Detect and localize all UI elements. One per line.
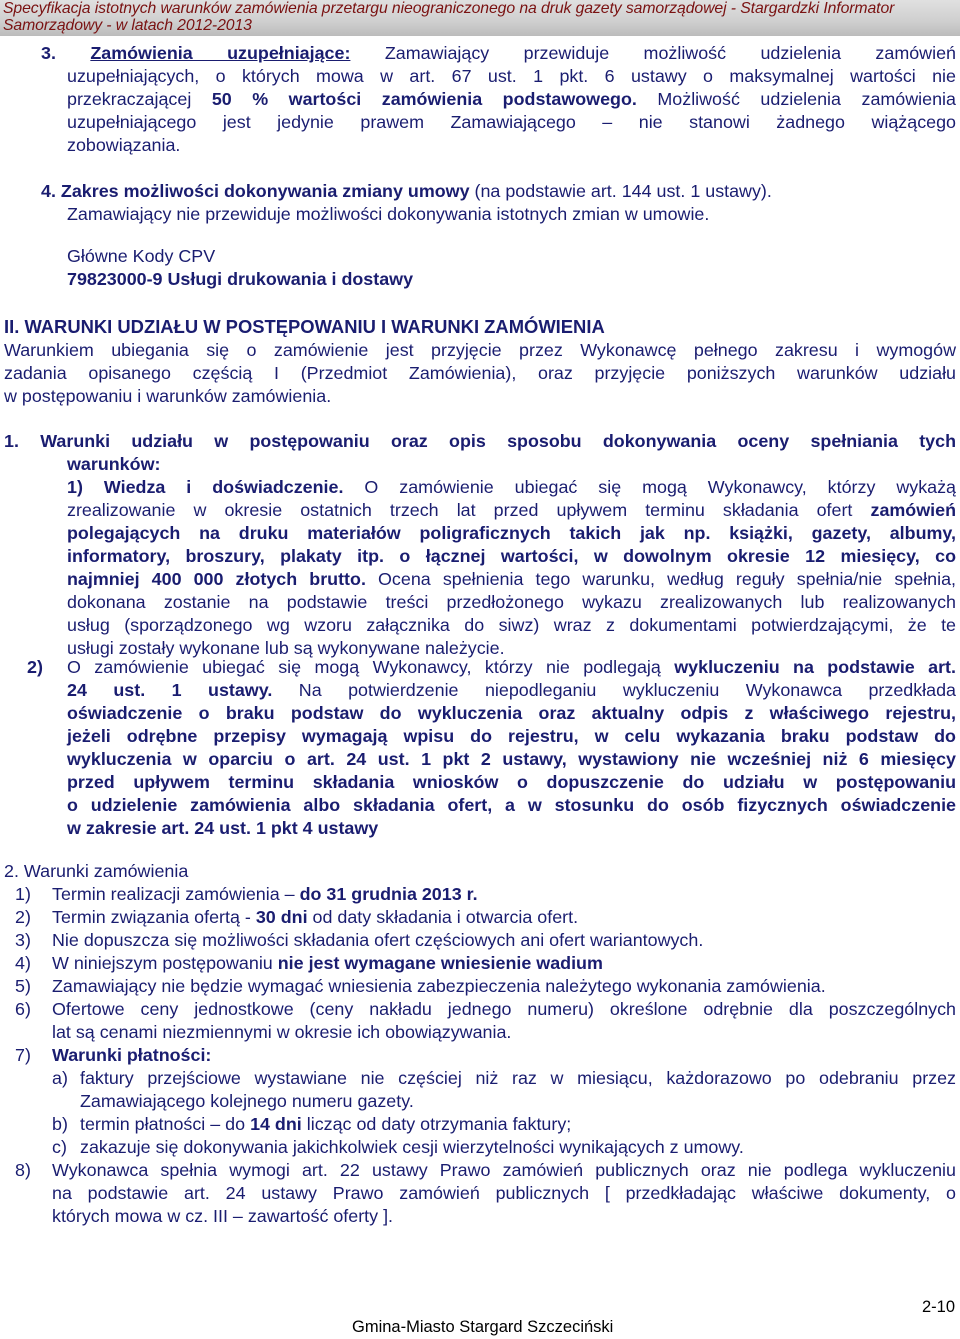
section-ii-title: II. WARUNKI UDZIAŁU W POSTĘPOWANIU I WARUNKI ZAMÓWIENIA <box>4 316 605 337</box>
footer-organization: Gmina-Miasto Stargard Szczeciński <box>352 1318 614 1336</box>
condition-item-2: 2) O zamówienie ubiegać się mogą Wykonawcy, którzy nie podlegają wykluczeniu na podstawie art. 24 ust. 1 ustawy. Na potwierdzenie niepodleganiu wykluczeniu Wykonawca przedkłada oświadczenie o braku podstaw do wykluczenia oraz aktualny odpis z właściwego rejestru, jeżeli odrębne przepisy wymagają wpisu do rejestru, w celu wykazania braku podstaw do wykluczenia w oparciu o art. 24 ust. 1 pkt 2 ustawy, wystawiony nie wcześniej niż 6 miesięcy przed upływem terminu składania wniosków o dopuszczenie do udziału w postępowaniu o udzielenie zamówienia albo składania ofert, a w stosunku do osób fizycznych oświadczenie w zakresie art. 24 ust. 1 pkt 4 ustawy <box>27 657 956 838</box>
conditions-title-2: warunków: <box>67 454 161 474</box>
section-4-number: 4. <box>41 181 56 201</box>
page-number: 2-10 <box>922 1298 956 1316</box>
document-header <box>0 0 960 36</box>
section-3-line: 3. Zamówienia uzupełniające: Zamawiający przewiduje możliwość udzielenia zamówień <box>41 43 956 63</box>
header-line-2: Samorządowy - w latach 2012-2013 <box>3 17 252 34</box>
section-3-number: 3. <box>41 43 56 63</box>
item-number: 2) <box>27 657 43 677</box>
condition-item-1: 1) Wiedza i doświadczenie. O zamówienie ubiegać się mogą Wykonawcy, którzy wykażą zrealizowanie w okresie ostatnich trzech lat przed upływem terminu składania ofert zamówień polegających na druku materiałów poligraficznych takich jak np. książki, gazety, albumy, informatory, broszury, plakaty itp. o łącznej wartości, w dowolnym okresie 12 miesięcy, co najmniej 400 000 złotych brutto. Ocena spełnienia tego warunku, według reguły spełnia/nie spełnia, dokonana zostanie na podstawie treści przedłożonego wykazu zrealizowanych lub realizowanych usług (sporządzonego wg wzoru załącznika do siwz) wraz z dokumentami potwierdzającymi, że te usługi zostały wykonane lub są wykonywane należycie. <box>67 477 956 658</box>
cpv-label: Główne Kody CPV <box>67 246 216 266</box>
section-ii: II. WARUNKI UDZIAŁU W POSTĘPOWANIU I WARUNKI ZAMÓWIENIA Warunkiem ubiegania się o zamówienie jest przyjęcie przez Wykonawcę pełnego zakresu i wymogów zadania opisanego częścią I (Przedmiot Zamówienia), oraz przyjęcie poniższych warunków udziału w postępowaniu i warunków zamówienia. <box>4 316 956 406</box>
section-4-body: Zamawiający nie przewiduje możliwości dokonywania istotnych zmian w umowie. <box>67 204 710 224</box>
cpv-code: 79823000-9 Usługi drukowania i dostawy <box>67 269 414 289</box>
section-3 <box>41 42 956 65</box>
header-line-1: Specyfikacja istotnych warunków zamówienia przetargu nieograniczonego na druk gazety samorządowej - Stargardzki Informator <box>3 0 895 17</box>
section-4: 4. Zakres możliwości dokonywania zmiany umowy (na podstawie art. 144 ust. 1 ustawy). <box>41 181 772 201</box>
order-conditions-title: 2. Warunki zamówienia <box>4 861 189 881</box>
section-4-title: Zakres możliwości dokonywania zmiany umowy <box>60 181 470 201</box>
item-number: 1) <box>67 477 83 497</box>
conditions-title: 1. Warunki udziału w postępowaniu oraz opis sposobu dokonywania oceny spełniania tych <box>4 431 956 451</box>
payment-terms-title: Warunki płatności: <box>52 1045 212 1065</box>
section-3-title: Zamówienia uzupełniające: <box>90 43 351 63</box>
section-3-body: uzupełniających, o których mowa w art. 67 ust. 1 pkt. 6 ustawy o maksymalnej wartości nie przekraczającej 50 % wartości zamówienia podstawowego. Możliwość udzielenia zamówienia uzupełniającego jest jedynie prawem Zamawiającego – nie stanowi żadnego wiążącego zobowiązania. <box>67 66 956 155</box>
